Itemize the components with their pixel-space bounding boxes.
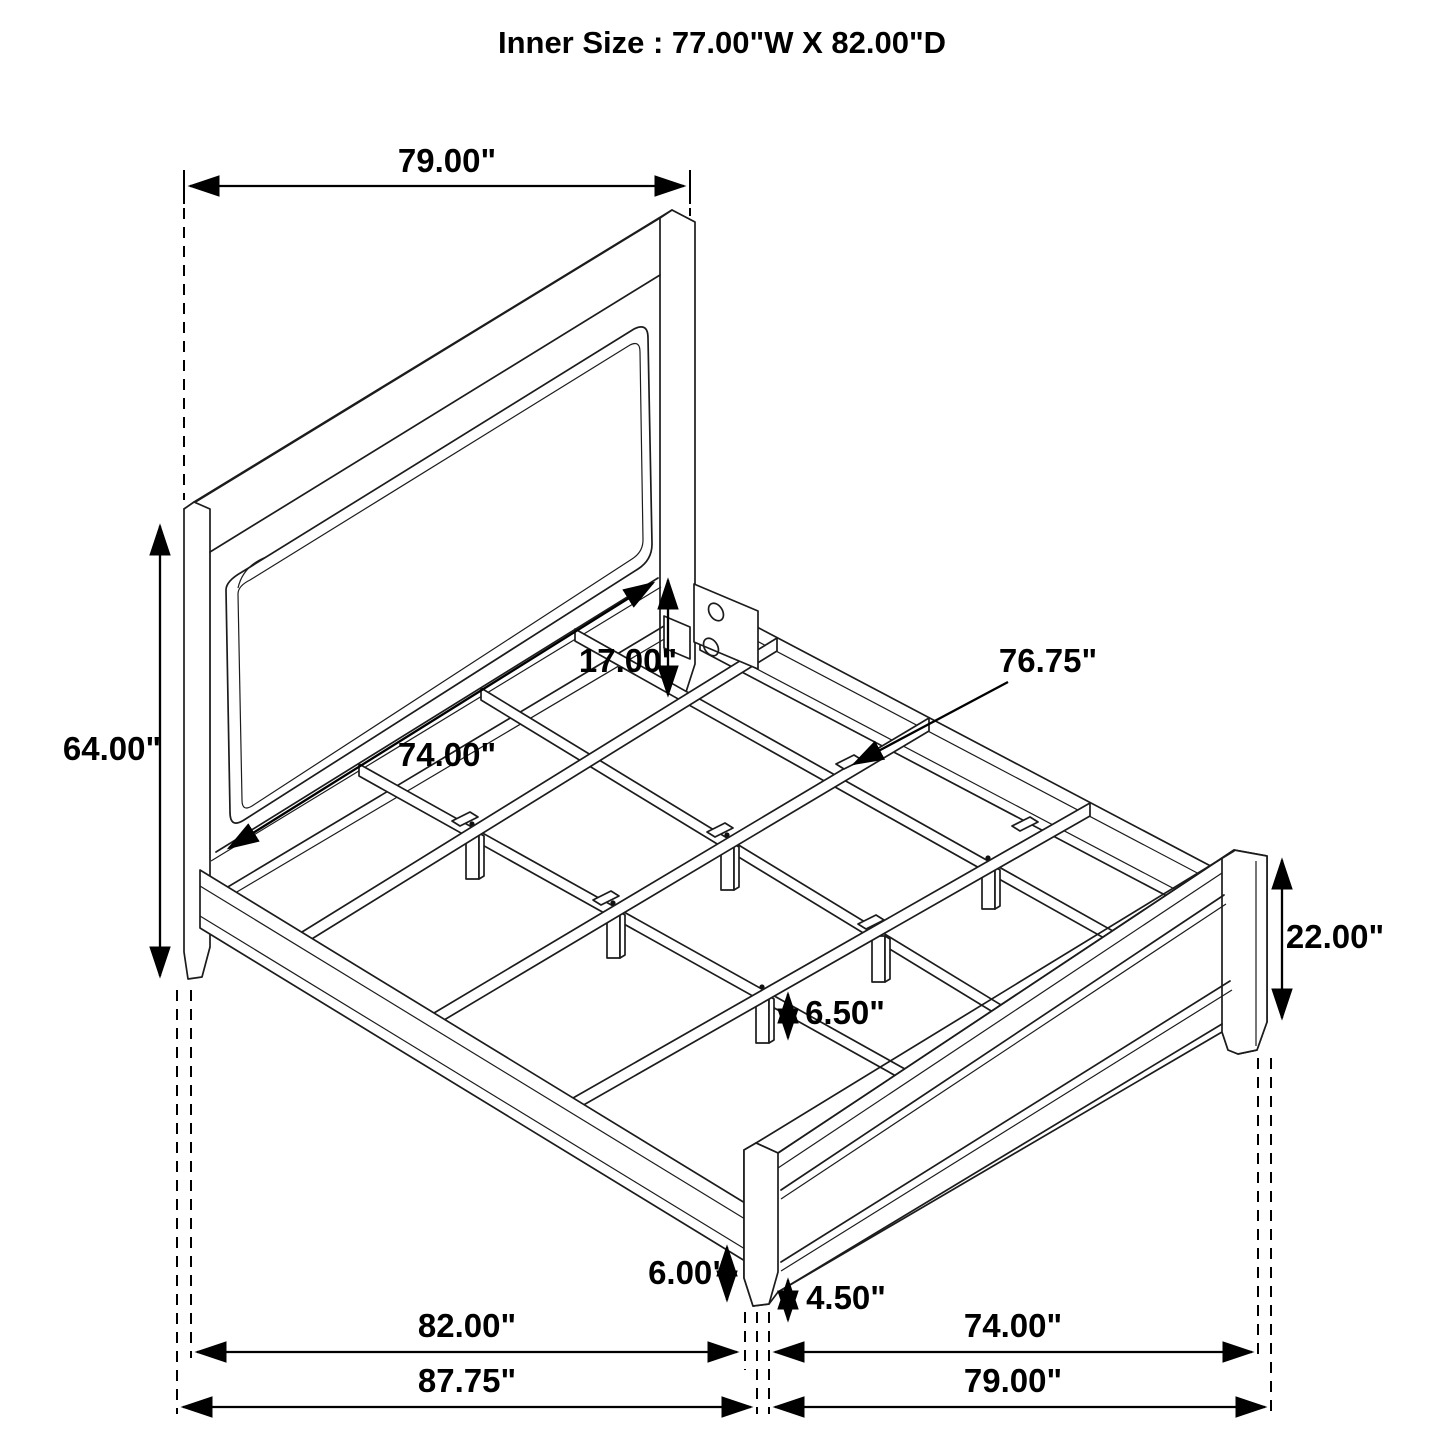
footboard-near-post <box>744 1143 778 1306</box>
title: Inner Size : 77.00"W X 82.00"D <box>497 25 947 60</box>
svg-text:22.00": 22.00" <box>1285 918 1385 955</box>
dim-headboard-width <box>184 142 690 500</box>
dim-front-leg <box>648 1247 728 1300</box>
svg-text:79.00": 79.00" <box>397 142 497 179</box>
footboard-far-post <box>1222 850 1267 1054</box>
svg-text:4.50": 4.50" <box>806 1279 886 1316</box>
svg-text:64.00": 64.00" <box>62 730 162 767</box>
slat-1 <box>302 638 777 945</box>
dim-headboard-height <box>63 526 161 976</box>
svg-text:17.00": 17.00" <box>578 642 678 679</box>
svg-text:74.00": 74.00" <box>397 736 497 773</box>
svg-text:6.50": 6.50" <box>805 994 885 1031</box>
svg-text:82.00": 82.00" <box>417 1307 517 1344</box>
svg-text:87.75": 87.75" <box>417 1362 517 1399</box>
dim-panel-width <box>229 583 653 848</box>
svg-text:79.00": 79.00" <box>963 1362 1063 1399</box>
svg-text:6.00": 6.00" <box>648 1254 728 1291</box>
dim-inner-depth <box>197 1307 737 1352</box>
dim-foot-rail <box>788 1279 886 1320</box>
svg-text:76.75": 76.75" <box>998 642 1098 679</box>
headboard <box>184 210 695 979</box>
side-rail-near <box>200 870 745 1261</box>
svg-text:74.00": 74.00" <box>963 1307 1063 1344</box>
footboard <box>744 850 1267 1306</box>
dim-footboard-height <box>1282 860 1384 1018</box>
dim-overall-depth <box>183 1362 751 1407</box>
dim-footboard-width <box>775 1362 1265 1407</box>
